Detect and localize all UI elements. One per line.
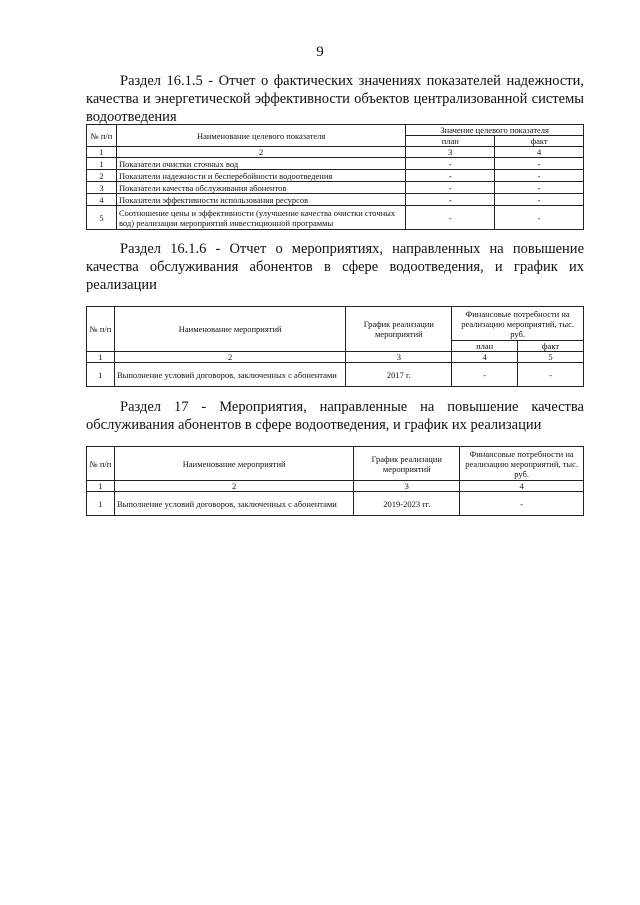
col-header-num: № п/п (87, 307, 115, 352)
row-fin: - (460, 492, 584, 516)
row-num: 5 (87, 206, 117, 230)
row-fact: - (495, 194, 584, 206)
row-plan: - (406, 158, 495, 170)
col-header-name: Наименование мероприятий (114, 307, 345, 352)
row-plan: - (406, 170, 495, 182)
section-16-1-5-heading (86, 72, 584, 126)
table-row (87, 158, 584, 170)
section-16-1-6-heading (86, 240, 584, 294)
index-cell: 1 (87, 147, 117, 158)
index-cell: 2 (114, 481, 353, 492)
col-header-plan: план (406, 136, 495, 147)
col-header-name: Наименование мероприятий (114, 447, 353, 481)
row-num: 1 (87, 158, 117, 170)
table-row (87, 170, 584, 182)
row-name: Соотношение цены и эффективности (улучшение качества очистки сточных вод) реализации мероприятий инвестиционной программы (116, 206, 405, 230)
col-header-name: Наименование целевого показателя (116, 125, 405, 147)
col-header-fact: факт (518, 341, 584, 352)
row-num: 3 (87, 182, 117, 194)
index-cell: 2 (114, 352, 345, 363)
row-num: 1 (87, 363, 115, 387)
col-header-num: № п/п (87, 125, 117, 147)
row-fact: - (495, 206, 584, 230)
row-name: Показатели эффективности использования ресурсов (116, 194, 405, 206)
index-row (87, 147, 584, 158)
index-cell: 4 (495, 147, 584, 158)
row-plan: - (406, 206, 495, 230)
row-fact: - (518, 363, 584, 387)
row-num: 1 (87, 492, 115, 516)
row-name: Выполнение условий договоров, заключенных с абонентами (114, 363, 345, 387)
table-row (87, 194, 584, 206)
table-16-1-6 (86, 306, 584, 387)
table-row (87, 492, 584, 516)
index-cell: 3 (354, 481, 460, 492)
row-name: Показатели качества обслуживания абонентов (116, 182, 405, 194)
table-17 (86, 446, 584, 516)
index-cell: 2 (116, 147, 405, 158)
index-cell: 1 (87, 481, 115, 492)
row-fact: - (495, 158, 584, 170)
index-row (87, 352, 584, 363)
row-num: 2 (87, 170, 117, 182)
row-name: Показатели очистки сточных вод (116, 158, 405, 170)
table-16-1-5 (86, 124, 584, 230)
table-row (87, 182, 584, 194)
index-row (87, 481, 584, 492)
col-header-fact: факт (495, 136, 584, 147)
index-cell: 4 (452, 352, 518, 363)
col-header-num: № п/п (87, 447, 115, 481)
row-plan: - (406, 182, 495, 194)
section-16-1-5-heading-text: Раздел 16.1.5 - Отчет о фактических значениях показателей надежности, качества и энергетической эффективности объектов централизованной системы водоотведения (86, 73, 584, 125)
section-16-1-6-heading-text: Раздел 16.1.6 - Отчет о мероприятиях, направленных на повышение качества обслуживания абонентов в сфере водоотведения, и график их реализации (86, 241, 584, 293)
col-header-fin: Финансовые потребности на реализацию мероприятий, тыс. руб. (460, 447, 584, 481)
col-header-plan: план (452, 341, 518, 352)
section-17-heading-text: Раздел 17 - Мероприятия, направленные на повышение качества обслуживания абонентов в сфере водоотведения, и график их реализации (86, 399, 584, 433)
row-name: Показатели надежности и бесперебойности водоотведения (116, 170, 405, 182)
index-cell: 1 (87, 352, 115, 363)
index-cell: 5 (518, 352, 584, 363)
col-header-schedule: График реализации мероприятий (346, 307, 452, 352)
section-17-heading (86, 398, 584, 434)
row-plan: - (452, 363, 518, 387)
index-cell: 4 (460, 481, 584, 492)
row-fact: - (495, 170, 584, 182)
index-cell: 3 (346, 352, 452, 363)
row-name: Выполнение условий договоров, заключенных с абонентами (114, 492, 353, 516)
col-header-value: Значение целевого показателя (406, 125, 584, 136)
row-plan: - (406, 194, 495, 206)
index-cell: 3 (406, 147, 495, 158)
table-row (87, 363, 584, 387)
page-number: 9 (316, 44, 324, 60)
row-fact: - (495, 182, 584, 194)
col-header-fin: Финансовые потребности на реализацию мероприятий, тыс. руб. (452, 307, 584, 341)
table-row (87, 206, 584, 230)
col-header-schedule: График реализации мероприятий (354, 447, 460, 481)
row-num: 4 (87, 194, 117, 206)
row-schedule: 2017 г. (346, 363, 452, 387)
row-schedule: 2019-2023 гг. (354, 492, 460, 516)
